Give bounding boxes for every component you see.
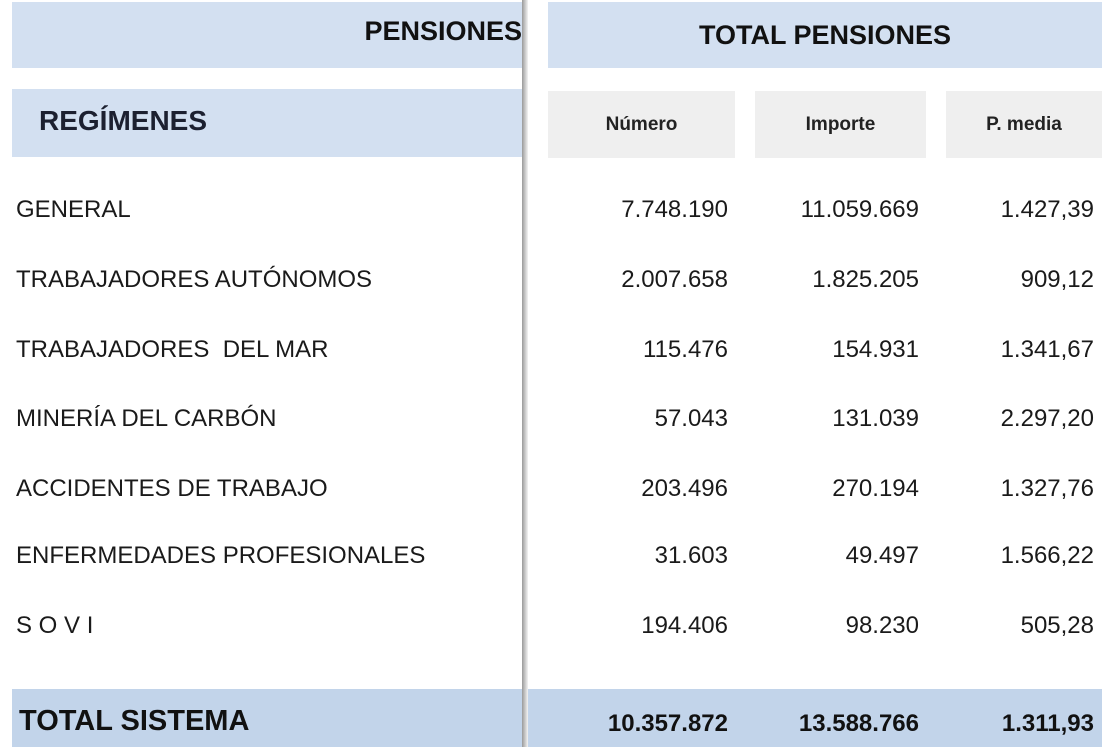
table-row bbox=[0, 399, 1112, 439]
regimenes-header bbox=[12, 89, 522, 157]
row-importe: 154.931 bbox=[832, 336, 919, 363]
row-label: MINERÍA DEL CARBÓN bbox=[16, 405, 277, 432]
row-label: ACCIDENTES DE TRABAJO bbox=[16, 475, 328, 502]
column-header-media: P. media bbox=[946, 91, 1102, 158]
total-numero: 10.357.872 bbox=[607, 710, 728, 737]
row-numero: 57.043 bbox=[654, 405, 728, 432]
row-media: 1.427,39 bbox=[1000, 196, 1094, 223]
table-row bbox=[0, 190, 1112, 230]
row-importe: 11.059.669 bbox=[800, 196, 919, 223]
row-importe: 1.825.205 bbox=[812, 266, 919, 293]
row-media: 505,28 bbox=[1020, 612, 1094, 639]
table-row bbox=[0, 606, 1112, 646]
row-numero: 7.748.190 bbox=[621, 196, 728, 223]
column-header-numero: Número bbox=[548, 91, 735, 158]
total-media: 1.311,93 bbox=[1001, 710, 1094, 737]
row-label: ENFERMEDADES PROFESIONALES bbox=[16, 542, 426, 569]
row-label: TRABAJADORES DEL MAR bbox=[16, 336, 329, 363]
row-label: GENERAL bbox=[16, 196, 131, 223]
row-media: 1.341,67 bbox=[1000, 336, 1094, 363]
row-numero: 203.496 bbox=[641, 475, 728, 502]
row-importe: 49.497 bbox=[845, 542, 919, 569]
column-header-importe: Importe bbox=[755, 91, 926, 158]
row-numero: 115.476 bbox=[643, 336, 728, 363]
row-media: 2.297,20 bbox=[1000, 405, 1094, 432]
total-pensiones-header: TOTAL PENSIONES bbox=[548, 2, 1102, 68]
total-sistema-row bbox=[12, 689, 522, 747]
row-media: 1.566,22 bbox=[1000, 542, 1094, 569]
row-numero: 194.406 bbox=[641, 612, 728, 639]
row-importe: 270.194 bbox=[832, 475, 919, 502]
row-label: TRABAJADORES AUTÓNOMOS bbox=[16, 266, 373, 293]
row-importe: 98.230 bbox=[845, 612, 919, 639]
row-media: 1.327,76 bbox=[1000, 475, 1094, 502]
table-row bbox=[0, 536, 1112, 576]
regimenes-label: REGÍMENES bbox=[39, 105, 208, 136]
row-media: 909,12 bbox=[1020, 266, 1094, 293]
total-importe: 13.588.766 bbox=[798, 710, 919, 737]
total-sistema-label: TOTAL SISTEMA bbox=[19, 705, 250, 737]
table-row bbox=[0, 469, 1112, 509]
table-row bbox=[0, 260, 1112, 300]
pensiones-header bbox=[12, 2, 522, 68]
row-importe: 131.039 bbox=[832, 405, 919, 432]
table-row bbox=[0, 330, 1112, 370]
pensiones-header-text: PENSIONES bbox=[364, 16, 522, 46]
row-label: S O V I bbox=[16, 612, 94, 639]
row-numero: 31.603 bbox=[654, 542, 728, 569]
row-numero: 2.007.658 bbox=[621, 266, 728, 293]
